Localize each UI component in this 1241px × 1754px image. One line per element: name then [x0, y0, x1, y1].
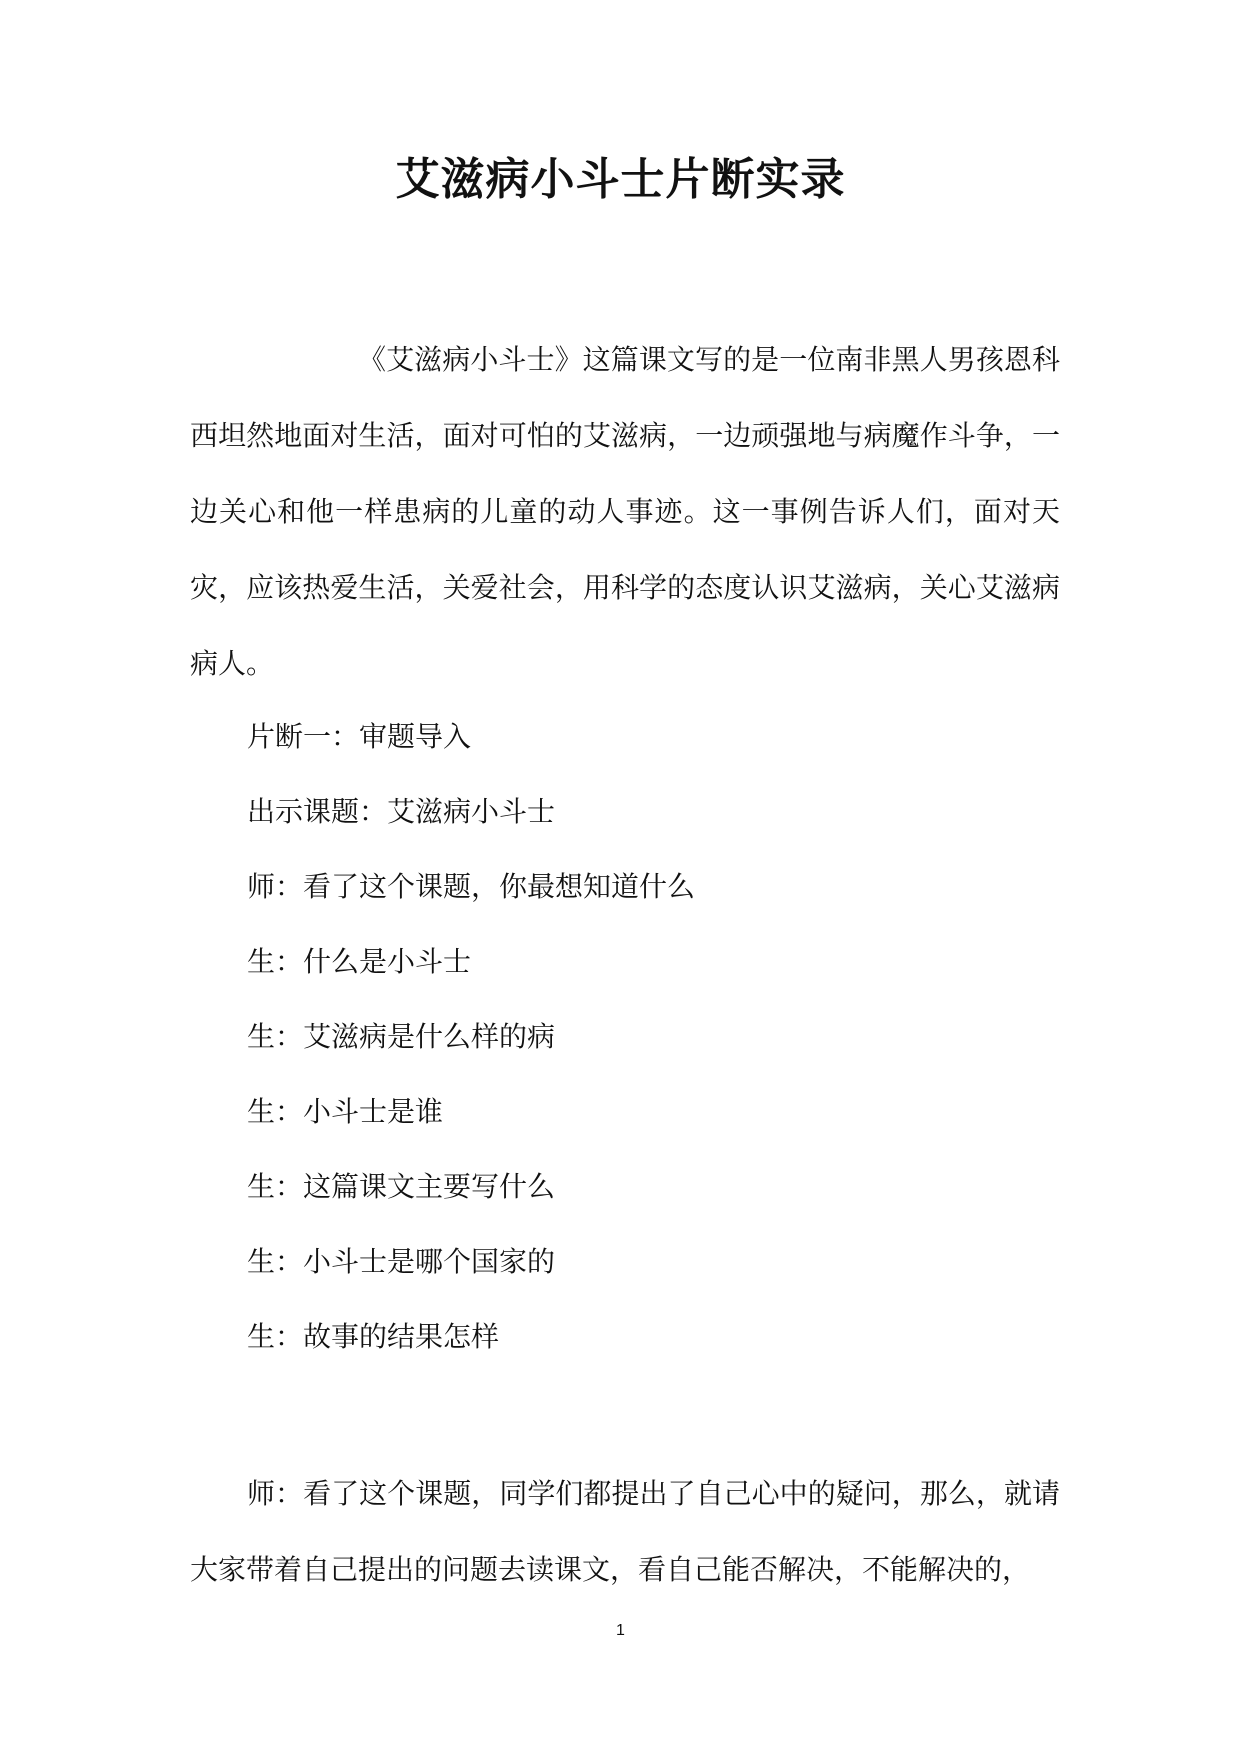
- dialogue-line: 生：什么是小斗士: [247, 945, 472, 978]
- dialogue-line: 生：小斗士是哪个国家的: [247, 1245, 556, 1278]
- page-number: 1: [616, 1622, 625, 1639]
- dialogue-line: 师：看了这个课题，你最想知道什么: [247, 870, 696, 903]
- intro-paragraph: [190, 322, 1060, 702]
- dialogue-line: 片断一：审题导入: [247, 720, 472, 753]
- dialogue-line: 生：这篇课文主要写什么: [247, 1170, 556, 1203]
- dialogue-line: 生：小斗士是谁: [247, 1095, 444, 1128]
- dialogue-line: 生：故事的结果怎样: [247, 1320, 500, 1353]
- closing-paragraph-text: 师：看了这个课题，同学们都提出了自己心中的疑问，那么，就请大家带着自己提出的问题去读课文，看自己能否解决，不能解决的，: [190, 1477, 1060, 1586]
- dialogue-line: 生：艾滋病是什么样的病: [247, 1020, 556, 1053]
- intro-paragraph-text: 《艾滋病小斗士》这篇课文写的是一位南非黑人男孩恩科西坦然地面对生活，面对可怕的艾滋病，一边顽强地与病魔作斗争，一边关心和他一样患病的儿童的动人事迹。这一事例告诉人们，面对天灾，应该热爱生活，关爱社会，用科学的态度认识艾滋病，关心艾滋病病人。: [190, 343, 1060, 680]
- document-title: 艾滋病小斗士片断实录: [395, 154, 846, 205]
- dialogue-line: 出示课题：艾滋病小斗士: [247, 795, 556, 828]
- closing-paragraph: [190, 1456, 1060, 1608]
